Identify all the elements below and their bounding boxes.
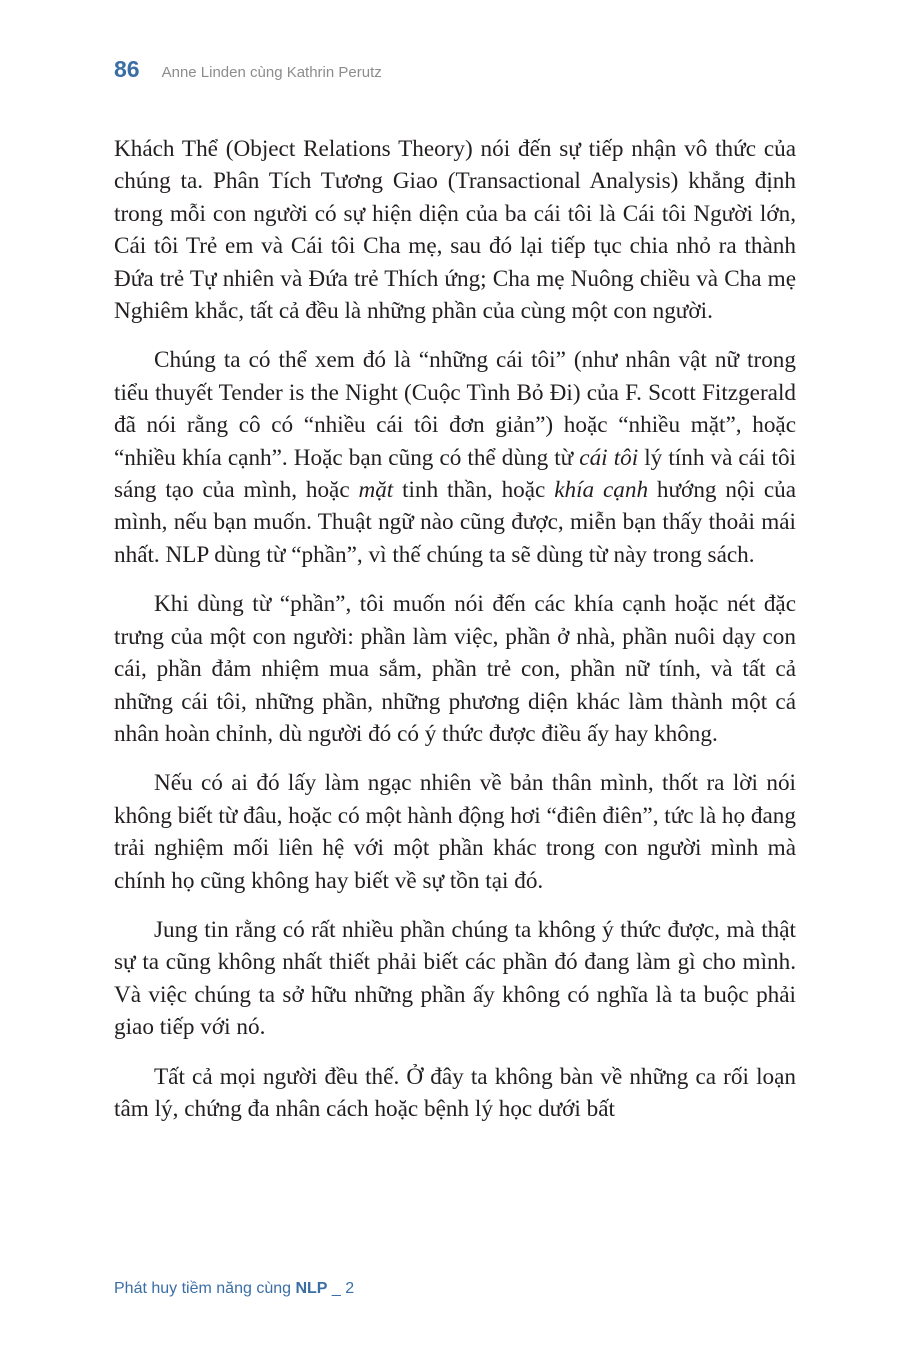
text-segment: Nếu có ai đó lấy làm ngạc nhiên về bản thân mình, thốt ra lời nói không biết từ đâu, hoặc có một hành động hơi “điên điên”, tức là họ đang trải nghiệm mối liên hệ với một phần khác trong con người mình mà chính họ cũng không hay biết về sự tồn tại đó. — [114, 770, 796, 894]
text-segment: Chúng ta có thể xem đó là “những cái tôi” (như nhân vật nữ trong tiểu thuyết Tender is the Night (Cuộc Tình Bỏ Đi) của F. Scott Fitzgerald đã nói rằng cô có “nhiều cái tôi đơn giản”) hoặc “nhiều mặt”, hoặc “nhiều khía cạnh”. Hoặc bạn cũng có thể dùng từ — [114, 347, 796, 471]
page-number: 86 — [114, 56, 140, 82]
footer-title: Phát huy tiềm năng cùng — [114, 1280, 296, 1297]
paragraph — [114, 588, 796, 750]
paragraph — [114, 914, 796, 1044]
italic-term: cái tôi — [579, 444, 639, 471]
text-segment: Khi dùng từ “phần”, tôi muốn nói đến các khía cạnh hoặc nét đặc trưng của một con người: phần làm việc, phần ở nhà, phần nuôi dạy con cái, phần đảm nhiệm mua sắm, phần trẻ con, phần nữ tính, và tất cả những cái tôi, những phần, những phương diện khác làm thành một cá nhân hoàn chỉnh, dù người đó có ý thức được điều ấy hay không. — [114, 591, 796, 747]
page-footer — [114, 1280, 354, 1298]
footer-suffix: _ 2 — [327, 1280, 355, 1297]
italic-term: khía cạnh — [554, 477, 649, 504]
text-segment: lý tính và cái tôi sáng tạo của mình, hoặc — [114, 444, 796, 504]
text-segment: tinh thần, hoặc — [393, 477, 555, 504]
paragraph — [114, 133, 796, 327]
text-segment: Tất cả mọi người đều thế. Ở đây ta không bàn về những ca rối loạn tâm lý, chứng đa nhân cách hoặc bệnh lý học dưới bất — [114, 1063, 796, 1122]
paragraph — [114, 1061, 796, 1126]
text-segment: Jung tin rằng có rất nhiều phần chúng ta không ý thức được, mà thật sự ta cũng không nhất thiết phải biết các phần đó đang làm gì cho mình. Và việc chúng ta sở hữu những phần ấy không có nghĩa là ta buộc phải giao tiếp với nó. — [114, 916, 796, 1041]
paragraph — [114, 344, 796, 571]
text-segment: Khách Thể (Object Relations Theory) nói đến sự tiếp nhận vô thức của chúng ta. Phân Tích Tương Giao (Transactional Analysis) khẳng định trong mỗi con người có sự hiện diện của ba cái tôi là Cái tôi Người lớn, Cái tôi Trẻ em và Cái tôi Cha mẹ, sau đó lại tiếp tục chia nhỏ ra thành Đứa trẻ Tự nhiên và Đứa trẻ Thích ứng; Cha mẹ Nuông chiều và Cha mẹ Nghiêm khắc, tất cả đều là những phần của cùng một con người. — [114, 136, 796, 325]
page-header — [114, 56, 382, 83]
italic-term: mặt — [358, 477, 394, 504]
footer-brand: NLP — [295, 1280, 328, 1297]
paragraph — [114, 767, 796, 897]
body-text — [114, 133, 796, 1142]
running-head: Anne Linden cùng Kathrin Perutz — [161, 64, 382, 81]
text-segment: hướng nội của mình, nếu bạn muốn. Thuật ngữ nào cũng được, miễn bạn thấy thoải mái nhất. NLP dùng từ “phần”, vì thế chúng ta sẽ dùng từ này trong sách. — [114, 477, 796, 568]
